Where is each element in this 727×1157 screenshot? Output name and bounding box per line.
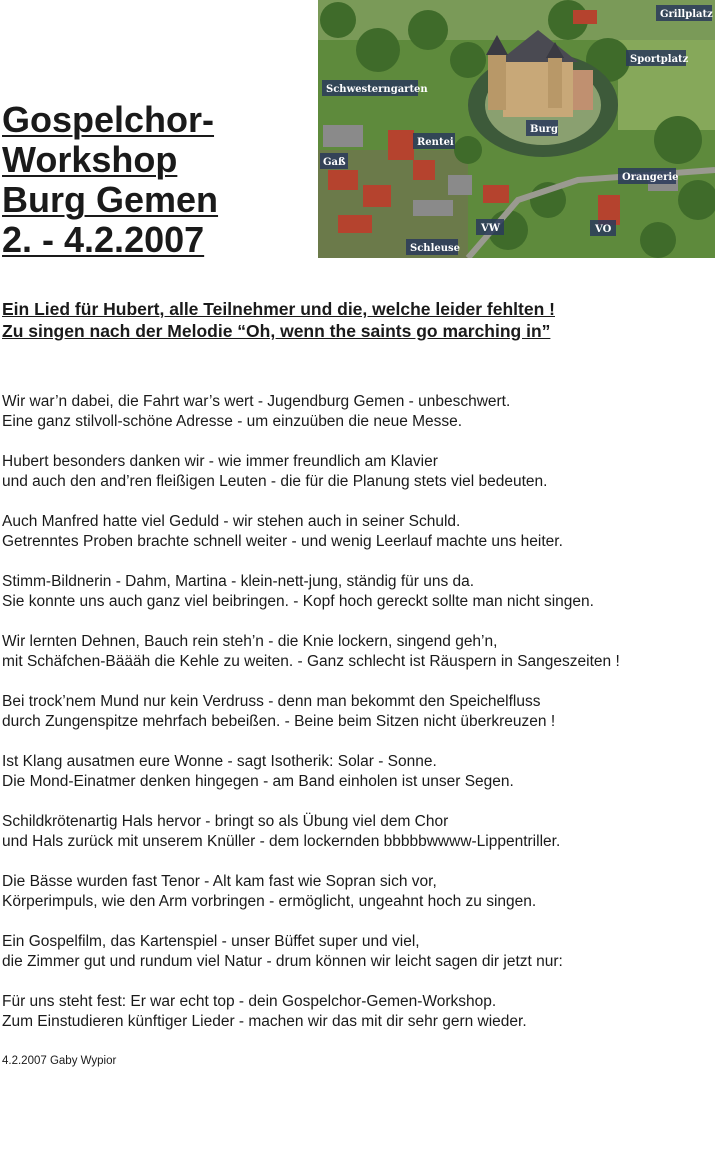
- lyric-line: Ein Gospelfilm, das Kartenspiel - unser Büffet super und viel,: [2, 933, 420, 950]
- map-label-orangerie: Orangerie: [622, 172, 679, 183]
- lyric-line: Zum Einstudieren künftiger Lieder - machen wir das mit dir sehr gern wieder.: [2, 1013, 527, 1030]
- map-label-schleuse: Schleuse: [410, 243, 461, 254]
- title-line: Gospelchor-: [2, 99, 215, 140]
- lyric-line: Für uns steht fest: Er war echt top - dein Gospelchor-Gemen-Workshop.: [2, 993, 497, 1010]
- map-label-burg: Burg: [530, 124, 558, 135]
- map-label-rentei: Rentei: [417, 137, 454, 148]
- lyric-line: Ist Klang ausatmen eure Wonne - sagt Isotherik: Solar - Sonne.: [2, 753, 437, 770]
- lyric-line: Eine ganz stilvoll-schöne Adresse - um einzuüben die neue Messe.: [2, 413, 463, 430]
- stanza: [2, 992, 727, 1032]
- stanza: [2, 812, 727, 852]
- lyric-line: Hubert besonders danken wir - wie immer freundlich am Klavier: [2, 453, 438, 470]
- stanza: [2, 572, 727, 612]
- document-title: [2, 100, 218, 260]
- title-line: Workshop: [2, 139, 178, 180]
- lyric-line: und Hals zurück mit unserem Knüller - dem lockernden bbbbbwwww-Lippentriller.: [2, 833, 561, 850]
- map-label-vw: VW: [481, 223, 500, 234]
- lyric-line: Schildkrötenartig Hals hervor - bringt so als Übung viel dem Chor: [2, 813, 449, 830]
- stanza: [2, 752, 727, 792]
- lyric-line: Sie konnte uns auch ganz viel beibringen. - Kopf hoch gereckt sollte man nicht singen.: [2, 593, 594, 610]
- lyric-line: Auch Manfred hatte viel Geduld - wir stehen auch in seiner Schuld.: [2, 513, 461, 530]
- lyric-line: Körperimpuls, wie den Arm vorbringen - ermöglicht, ungeahnt hoch zu singen.: [2, 893, 537, 910]
- stanza: [2, 632, 727, 672]
- stanza: [2, 692, 727, 732]
- map-label-vo: VO: [595, 224, 612, 235]
- lyric-line: Wir lernten Dehnen, Bauch rein steh’n - die Knie lockern, singend geh’n,: [2, 633, 498, 650]
- lyric-line: die Zimmer gut und rundum viel Natur - drum können wir leicht sagen dir jetzt nur:: [2, 953, 563, 970]
- subtitle-line: Zu singen nach der Melodie “Oh, wenn the saints go marching in”: [2, 321, 551, 341]
- map-label-gas: Gaß: [323, 157, 346, 168]
- stanza: [2, 512, 727, 552]
- lyric-line: durch Zungenspitze mehrfach bebeißen. - Beine beim Sitzen nicht überkreuzen !: [2, 713, 556, 730]
- title-line: 2. - 4.2.2007: [2, 219, 205, 260]
- lyric-line: Wir war’n dabei, die Fahrt war’s wert - Jugendburg Gemen - unbeschwert.: [2, 393, 511, 410]
- aerial-photo-burg-gemen: [318, 0, 715, 258]
- song-lyrics: [2, 392, 727, 1052]
- map-label-schwesterngarten: Schwesterngarten: [326, 84, 428, 95]
- stanza: [2, 392, 727, 432]
- lyric-line: und auch den and’ren fleißigen Leuten - die für die Planung stets viel bedeuten.: [2, 473, 548, 490]
- lyric-line: Bei trock’nem Mund nur kein Verdruss - denn man bekommt den Speichelfluss: [2, 693, 541, 710]
- lyric-line: Stimm-Bildnerin - Dahm, Martina - klein-nett-jung, ständig für uns da.: [2, 573, 475, 590]
- stanza: [2, 872, 727, 912]
- author-signature: 4.2.2007 Gaby Wypior: [2, 1055, 117, 1067]
- lyric-line: Die Mond-Einatmer denken hingegen - am Band einholen ist unser Segen.: [2, 773, 514, 790]
- subtitle-line: Ein Lied für Hubert, alle Teilnehmer und die, welche leider fehlten !: [2, 299, 555, 319]
- title-line: Burg Gemen: [2, 179, 219, 220]
- lyric-line: Getrenntes Proben brachte schnell weiter - und wenig Leerlauf machte uns heiter.: [2, 533, 563, 550]
- map-label-sportplatz: Sportplatz: [630, 54, 689, 65]
- song-subtitle: [2, 298, 726, 342]
- stanza: [2, 452, 727, 492]
- lyric-line: mit Schäfchen-Bäääh die Kehle zu weiten. - Ganz schlecht ist Räuspern in Sangeszeiten !: [2, 653, 620, 670]
- lyric-line: Die Bässe wurden fast Tenor - Alt kam fast wie Sopran sich vor,: [2, 873, 437, 890]
- stanza: [2, 932, 727, 972]
- map-label-grillplatz: Grillplatz: [660, 9, 713, 20]
